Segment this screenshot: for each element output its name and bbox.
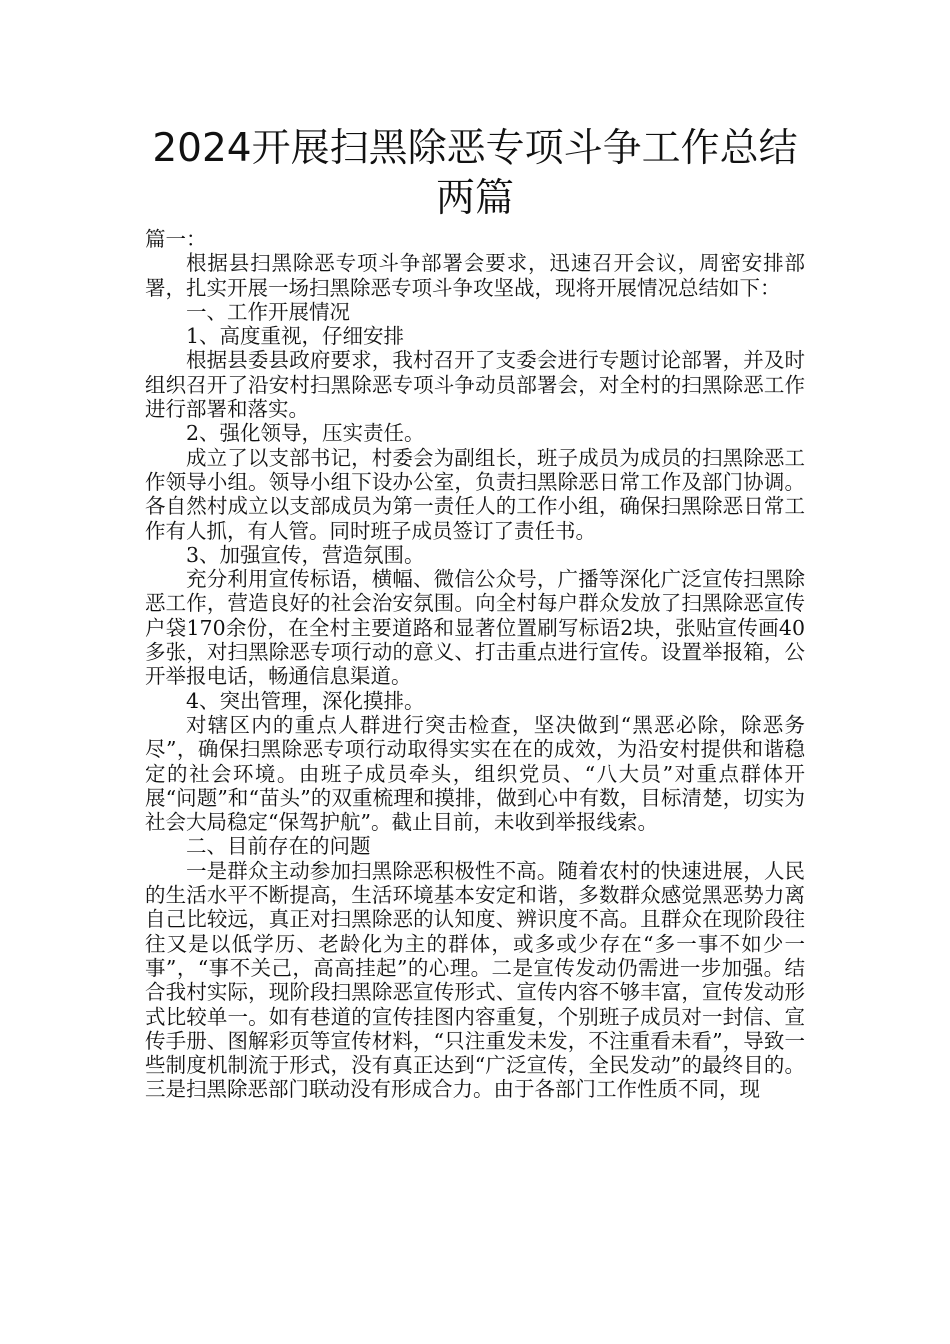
body-paragraph: 一、工作开展情况 (186, 299, 350, 324)
body-paragraph: 1、高度重视，仔细安排 (186, 324, 405, 349)
document-body (145, 227, 805, 1102)
body-paragraph: 二、目前存在的问题 (186, 834, 371, 859)
document-title: 2024开展扫黑除恶专项斗争工作总结两篇 (152, 126, 798, 221)
body-paragraph: 3、加强宣传，营造氛围。 (186, 542, 425, 567)
body-paragraph: 成立了以支部书记，村委会为副组长，班子成员为成员的扫黑除恶工作领导小组。领导小组下设办公室，负责扫黑除恶日常工作及部门协调。各自然村成立以支部成员为第一责任人的工作小组，确保扫黑除恶日常工作有人抓，有人管。同时班子成员签订了责任书。 (145, 445, 805, 543)
body-paragraph: 对辖区内的重点人群进行突击检查，坚决做到“黑恶必除，除恶务尽”，确保扫黑除恶专项行动取得实实在在的成效，为沿安村提供和谐稳定的社会环境。由班子成员牵头，组织党员、“八大员”对重点群体开展“问题”和“苗头”的双重梳理和摸排，做到心中有数，目标清楚，切实为社会大局稳定“保驾护航”。截止目前，未收到举报线索。 (145, 712, 805, 835)
body-paragraph: 根据县扫黑除恶专项斗争部署会要求，迅速召开会议，周密安排部署，扎实开展一场扫黑除恶专项斗争攻坚战，现将开展情况总结如下： (145, 251, 805, 300)
body-paragraph: 2、强化领导，压实责任。 (186, 421, 425, 446)
body-paragraph: 根据县委县政府要求，我村召开了支委会进行专题讨论部署，并及时组织召开了沿安村扫黑除恶专项斗争动员部署会，对全村的扫黑除恶工作进行部署和落实。 (145, 348, 805, 422)
body-paragraph: 充分利用宣传标语，横幅、微信公众号，广播等深化广泛宣传扫黑除恶工作，营造良好的社会治安氛围。向全村每户群众发放了扫黑除恶宣传户袋170余份，在全村主要道路和显著位置刷写标语2块，张贴宣传画40多张，对扫黑除恶专项行动的意义、打击重点进行宣传。设置举报箱，公开举报电话，畅通信息渠道。 (145, 567, 805, 689)
body-paragraph: 一是群众主动参加扫黑除恶积极性不高。随着农村的快速进展，人民的生活水平不断提高，生活环境基本安定和谐，多数群众感觉黑恶势力离自己比较远，真正对扫黑除恶的认知度、辨识度不高。且群众在现阶段往往又是以低学历、老龄化为主的群体，或多或少存在“多一事不如少一事”，“事不关己，高高挂起”的心理。二是宣传发动仍需进一步加强。结合我村实际，现阶段扫黑除恶宣传形式、宣传内容不够丰富，宣传发动形式比较单一。如有巷道的宣传挂图内容重复，个别班子成员对一封信、宣传手册、图解彩页等宣传材料，“只注重发未发，不注重看未看”，导致一些制度机制流于形式，没有真正达到“广泛宣传，全民发动”的最终目的。三是扫黑除恶部门联动没有形成合力。由于各部门工作性质不同，现 (145, 858, 805, 1102)
body-paragraph: 篇一： (145, 227, 207, 251)
body-paragraph: 4、突出管理，深化摸排。 (186, 688, 425, 713)
